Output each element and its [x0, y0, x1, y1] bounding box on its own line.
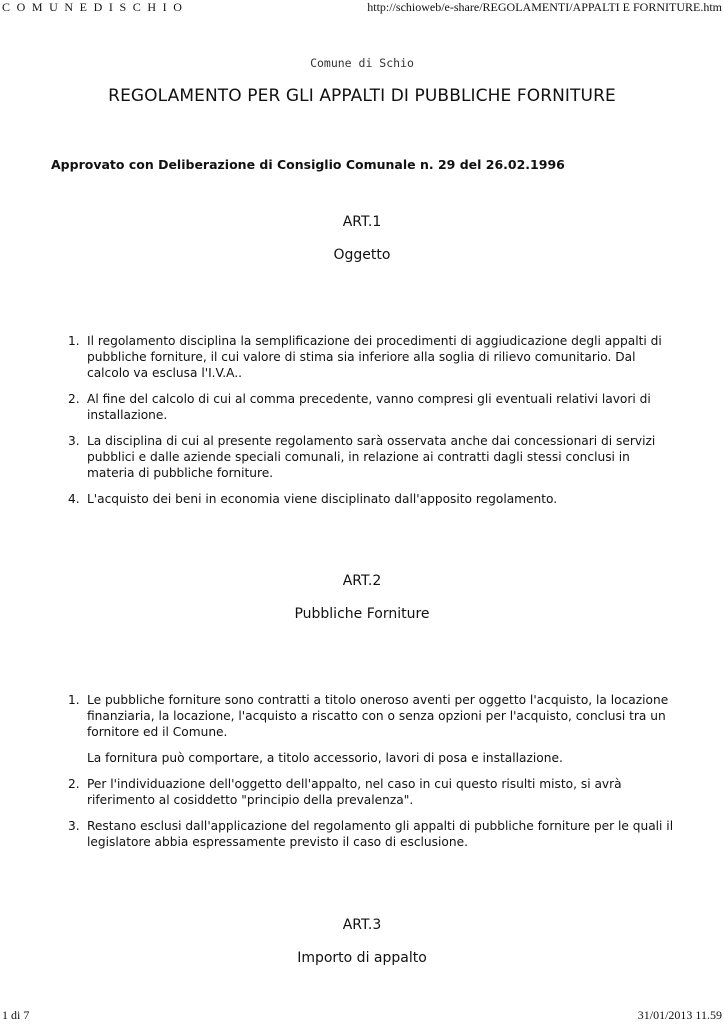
list-item-number: 2.: [68, 777, 80, 791]
list-item-text: Al fine del calcolo di cui al comma precedente, vanno compresi gli eventuali relativi lavori di installazione.: [87, 392, 651, 422]
print-timestamp: 31/01/2013 11.59: [637, 1008, 722, 1022]
list-item-number: 3.: [68, 819, 80, 833]
list-item-text: L'acquisto dei beni in economia viene disciplinato dall'apposito regolamento.: [87, 492, 558, 506]
page-number: 1 di 7: [2, 1008, 30, 1022]
list-item-number: 1.: [68, 693, 80, 707]
list-item-number: 3.: [68, 434, 80, 448]
list-item-text: Per l'individuazione dell'oggetto dell'appalto, nel caso in cui questo risulti misto, si avrà riferimento al cosiddetto "principio della prevalenza".: [87, 777, 622, 807]
list-item-number: 2.: [68, 392, 80, 406]
article-1-list: [0, 333, 724, 517]
article-1-subject: Oggetto: [333, 247, 391, 263]
list-item-extra-text: La fornitura può comportare, a titolo accessorio, lavori di posa e installazione.: [87, 751, 563, 765]
article-2-subject: Pubbliche Forniture: [294, 606, 430, 622]
list-item: [0, 491, 675, 507]
list-item: [0, 433, 675, 481]
list-item-text: Restano esclusi dall'applicazione del regolamento gli appalti di pubbliche forniture per le quali il legislatore abbia espressamente previsto il caso di esclusione.: [87, 819, 674, 849]
article-3-subject: Importo di appalto: [297, 950, 427, 966]
list-item-number: 1.: [68, 334, 80, 348]
article-3-heading: ART.3: [342, 917, 382, 933]
issuing-entity: Comune di Schio: [310, 56, 414, 70]
list-item-text: Le pubbliche forniture sono contratti a titolo oneroso aventi per oggetto l'acquisto, la locazione finanziaria, la locazione, l'acquisto a riscatto con o senza opzioni per l'acquisto, conclusi tra un fornitore ed il Comune.: [87, 693, 669, 739]
document-title: REGOLAMENTO PER GLI APPALTI DI PUBBLICHE FORNITURE: [108, 86, 616, 106]
article-1-heading: ART.1: [342, 214, 382, 230]
list-item: [0, 692, 675, 766]
article-2-list: [0, 692, 724, 860]
list-item: [0, 818, 675, 850]
list-item-number: 4.: [68, 492, 80, 506]
page-header-url: http://schioweb/e-share/REGOLAMENTI/APPALTI E FORNITURE.htm: [367, 0, 722, 14]
page-header-site-name: C O M U N E D I S C H I O: [2, 0, 184, 14]
list-item: [0, 776, 675, 808]
list-item: [0, 391, 675, 423]
approval-note: Approvato con Deliberazione di Consiglio Comunale n. 29 del 26.02.1996: [51, 157, 565, 172]
list-item: [0, 333, 675, 381]
list-item-text: La disciplina di cui al presente regolamento sarà osservata anche dai concessionari di servizi pubblici e dalle aziende speciali comunali, in relazione ai contratti dagli stessi conclusi in materia di pubbliche forniture.: [87, 434, 656, 480]
article-2-heading: ART.2: [342, 573, 382, 589]
list-item-text: Il regolamento disciplina la semplificazione dei procedimenti di aggiudicazione degli appalti di pubbliche forniture, il cui valore di stima sia inferiore alla soglia di rilievo comunitario. Dal calcolo va esclusa l'I.V.A..: [87, 334, 662, 380]
